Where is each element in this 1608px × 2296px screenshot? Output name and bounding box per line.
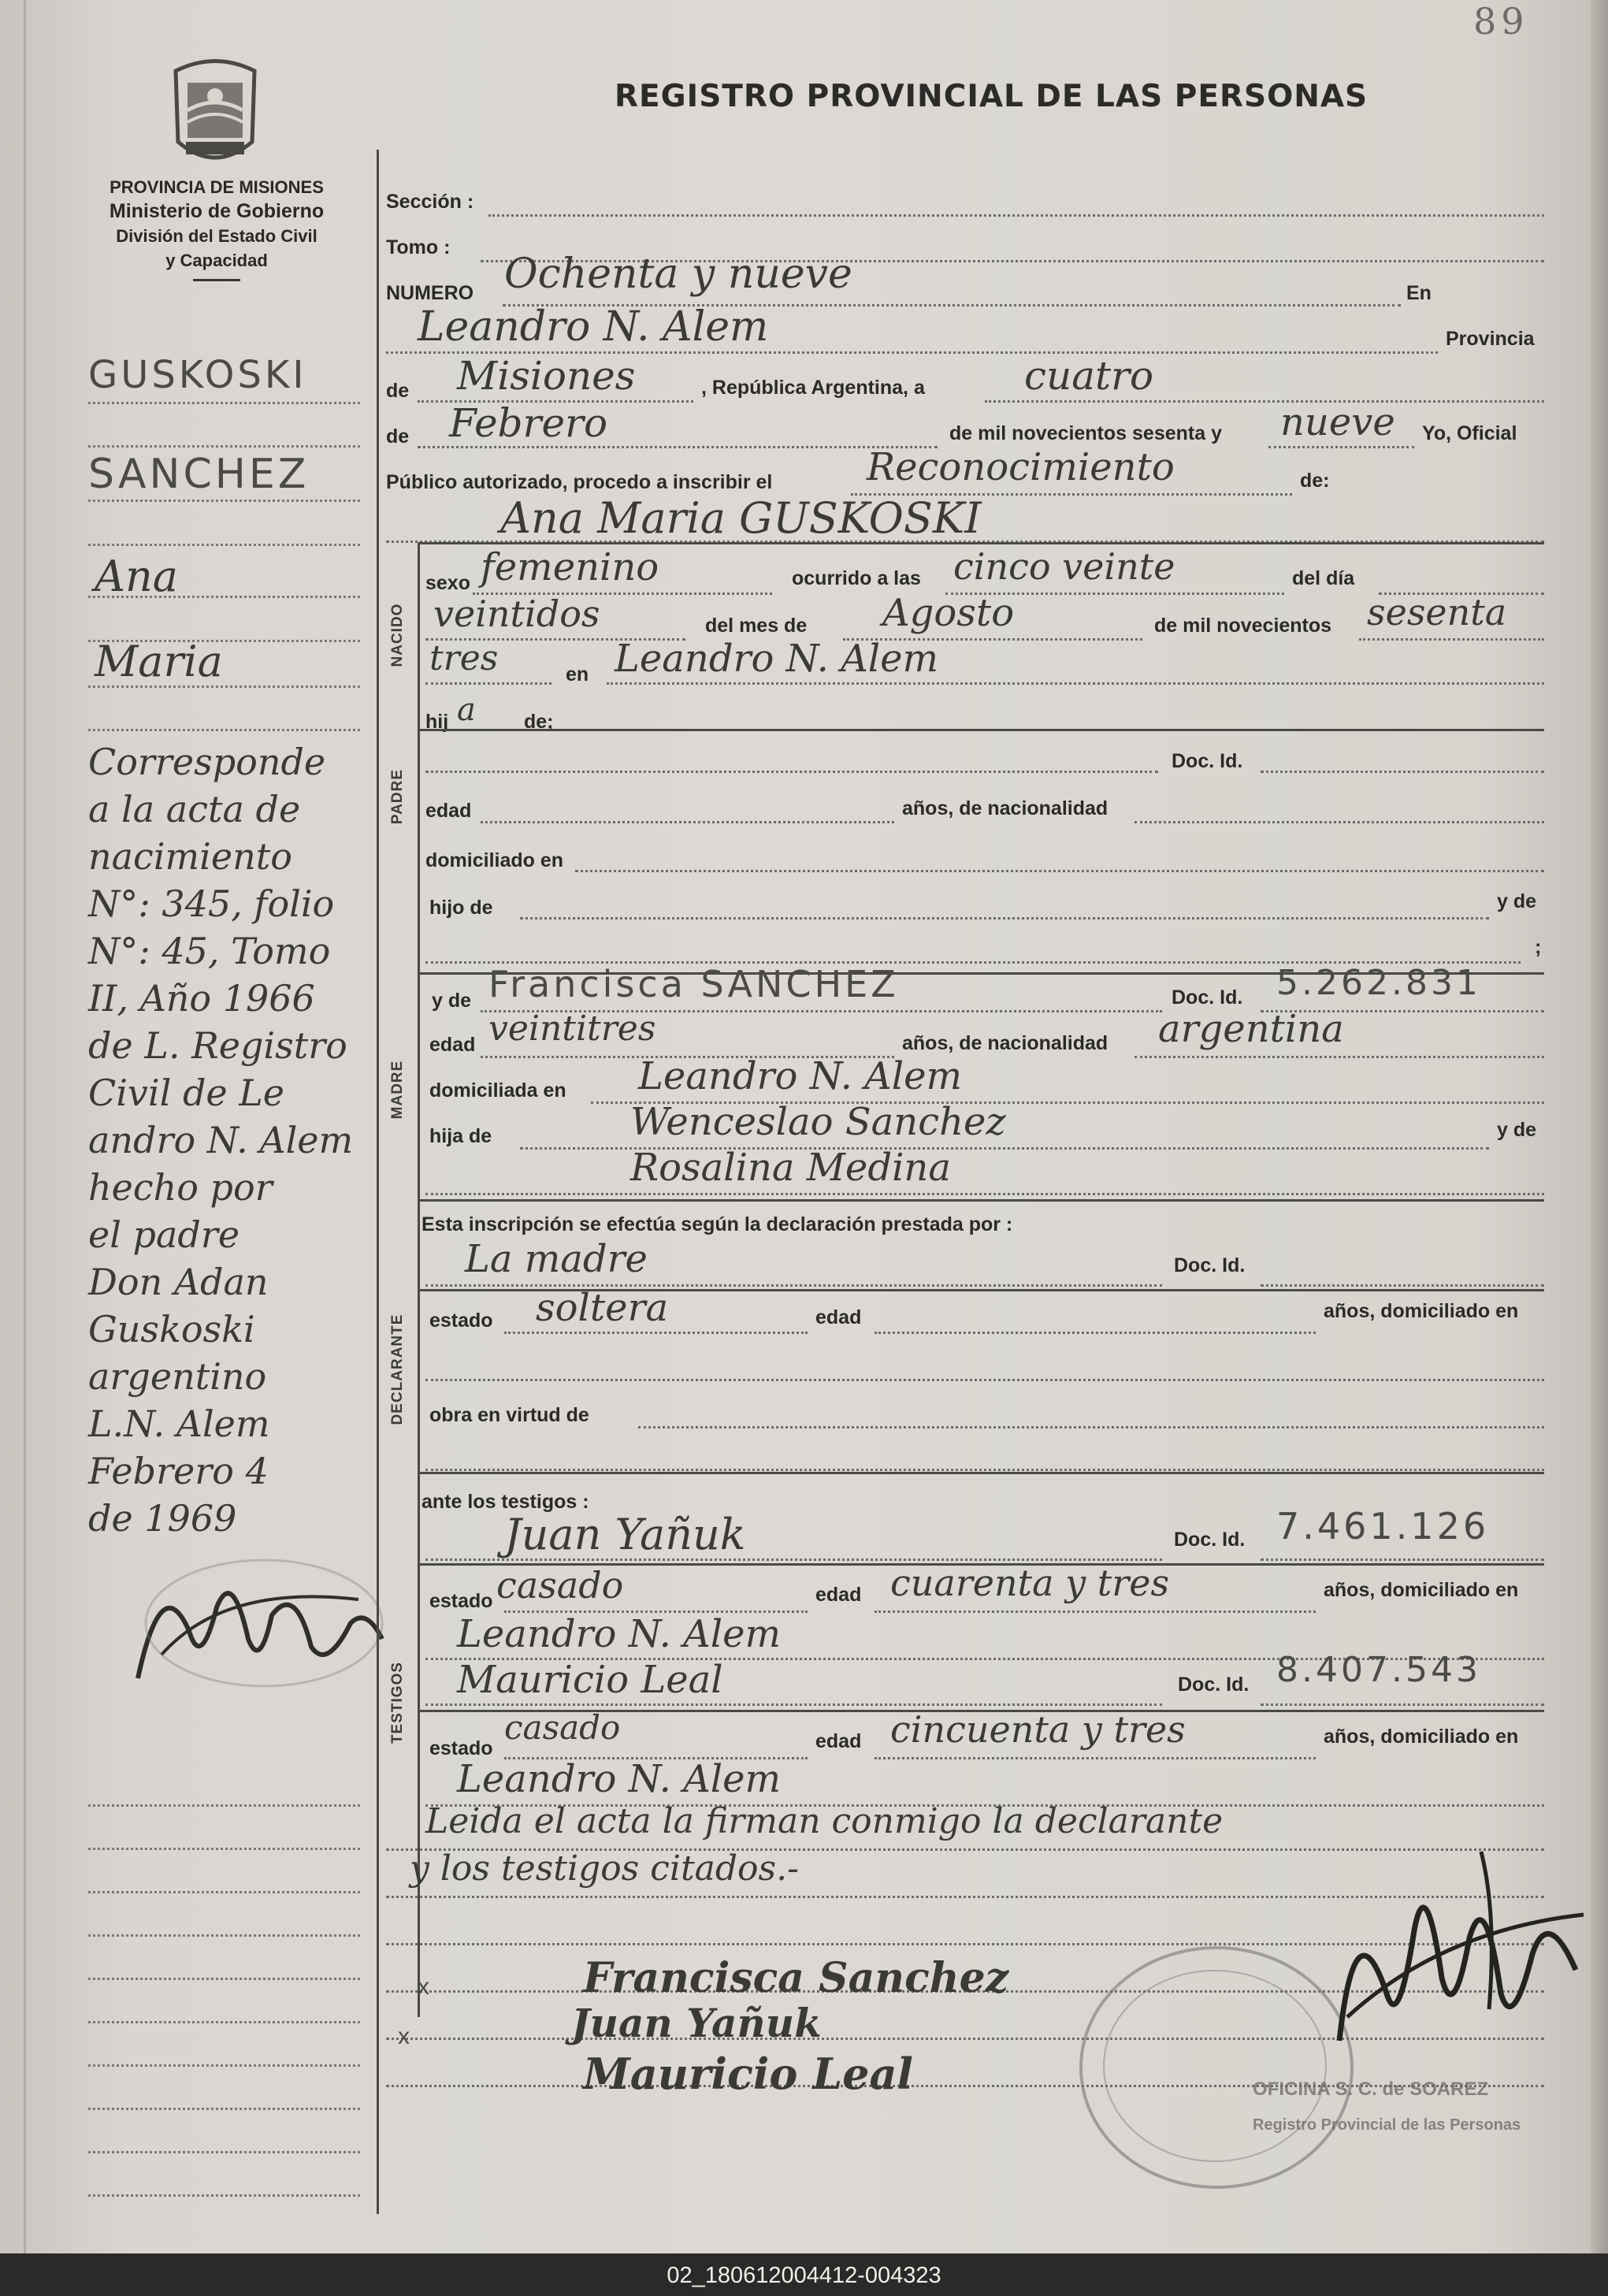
label-anos-nac: años, de nacionalidad [902, 797, 1109, 819]
label-ocurrido: ocurrido a las [792, 567, 921, 589]
field-ano-nac2 [425, 682, 551, 685]
label-del-mes: del mes de [705, 615, 808, 637]
margin-given-2: Maria [95, 637, 223, 686]
margin-dotline [88, 685, 360, 688]
field-testigo2-edad [875, 1757, 1316, 1759]
field-obra-2 [425, 1469, 1544, 1471]
margin-dotline [88, 2108, 360, 2110]
office-division: División del Estado Civil [116, 226, 318, 246]
label-edad: edad [425, 800, 472, 822]
label-sexo: sexo [425, 572, 470, 594]
closing-line-2: y los testigos citados.- [410, 1848, 799, 1889]
margin-note-line: Civil de Le [88, 1072, 285, 1114]
value-madre-nombre: Francisca SANCHEZ [488, 963, 899, 1005]
section-label-nacido: NACIDO [389, 603, 406, 667]
margin-note-line: hecho por [88, 1166, 273, 1209]
label-doc-id: Doc. Id. [1174, 1529, 1246, 1551]
signature-testigo1: Juan Yañuk [571, 2000, 822, 2046]
label-hijo-de: hijo de [429, 897, 493, 919]
field-declarante-edad [875, 1332, 1316, 1334]
value-mes: Febrero [449, 400, 608, 446]
label-estado: estado [429, 1737, 493, 1759]
stamp-text-2: Registro Provincial de las Personas [1253, 2116, 1521, 2134]
label-edad: edad [429, 1034, 476, 1056]
margin-dotline [88, 1804, 360, 1807]
label-publico: Público autorizado, procedo a inscribir el [386, 471, 773, 493]
column-divider [377, 150, 379, 2214]
label-y-de: y de [1497, 890, 1537, 912]
value-nombre: Ana Maria GUSKOSKI [500, 493, 982, 543]
field-obra [638, 1426, 1544, 1428]
value-madre-edad: veintitres [488, 1009, 656, 1049]
value-numero: Ochenta y nueve [504, 251, 852, 298]
label-en: En [1406, 282, 1432, 304]
margin-note-line: Febrero 4 [88, 1450, 269, 1492]
value-dia: cuatro [1024, 353, 1154, 399]
field-madre-madre [425, 1193, 1544, 1195]
office-province: PROVINCIA DE MISIONES [110, 177, 324, 197]
label-domiciliada: domiciliada en [429, 1079, 566, 1102]
value-testigo1-doc: 7.461.126 [1276, 1505, 1490, 1547]
value-lugar: Leandro N. Alem [418, 303, 769, 351]
margin-note-line: a la acta de [88, 788, 301, 830]
field-declarante-doc [1261, 1284, 1544, 1287]
value-mes-nac: Agosto [882, 591, 1015, 635]
section-label-madre: MADRE [389, 1060, 406, 1120]
value-testigo2-estado: casado [504, 1708, 621, 1747]
province-emblem-icon [164, 55, 266, 169]
value-testigo2-edad: cincuenta y tres [890, 1708, 1186, 1751]
margin-dotline [88, 729, 360, 731]
section-divider [418, 544, 420, 2017]
label-anos-dom: años, domiciliado en [1324, 1579, 1519, 1601]
label-anos-dom: años, domiciliado en [1324, 1726, 1519, 1748]
value-testigo1-estado: casado [496, 1564, 624, 1607]
value-testigo1-edad: cuarenta y tres [890, 1562, 1170, 1604]
label-y-de: y de [1497, 1119, 1537, 1141]
label-de-colon: de: [1300, 470, 1330, 492]
label-tomo: Tomo : [386, 236, 451, 258]
label-edad: edad [815, 1730, 862, 1752]
margin-dotline [88, 445, 360, 448]
label-en2: en [566, 663, 589, 685]
margin-note-line: Corresponde [88, 741, 326, 783]
field-mes [418, 446, 938, 448]
value-sexo: femenino [481, 545, 659, 589]
value-madre-dom: Leandro N. Alem [638, 1054, 963, 1098]
label-hija-de: hija de [429, 1125, 492, 1147]
section-label-testigos: TESTIGOS [389, 1661, 406, 1744]
official-signature [1300, 1836, 1591, 2080]
field-padre-dom [575, 870, 1544, 872]
section-label-padre: PADRE [389, 768, 406, 825]
section-rule [418, 1199, 1544, 1202]
closing-line-1: Leida el acta la firman conmigo la declarante [425, 1801, 1224, 1841]
margin-surname-1: GUSKOSKI [88, 353, 307, 397]
label-de2: de; [524, 711, 554, 733]
binding-fold [24, 0, 26, 2253]
label-republica: , República Argentina, a [701, 377, 925, 399]
margin-note-line: de 1969 [88, 1497, 237, 1540]
label-del-dia: del día [1292, 567, 1355, 589]
signature-declarante: Francisca Sanchez [583, 1954, 1009, 2002]
label-ante: ante los testigos : [421, 1491, 589, 1513]
label-provincia: Provincia [1446, 328, 1535, 350]
label-edad: edad [815, 1584, 862, 1606]
field-padre-padres [520, 917, 1489, 920]
page-number: 89 [1473, 0, 1529, 43]
field-testigo1 [425, 1559, 1162, 1561]
label-anos-nac: años, de nacionalidad [902, 1032, 1109, 1054]
margin-dotline [88, 1934, 360, 1937]
margin-dotline [88, 1891, 360, 1893]
field-testigo2-doc [1261, 1703, 1544, 1706]
margin-dotline [88, 402, 360, 404]
office-ministry: Ministerio de Gobierno [109, 200, 325, 222]
field-testigo2 [425, 1703, 1162, 1706]
field-ano [1268, 446, 1414, 448]
margin-note-line: el padre [88, 1213, 240, 1256]
signature-testigo2: Mauricio Leal [583, 2049, 914, 2099]
label-edad: edad [815, 1306, 862, 1328]
field-declarante-dom [425, 1379, 1544, 1381]
margin-dotline [88, 1978, 360, 1980]
field-testigo1-edad [875, 1611, 1316, 1613]
label-de: de [386, 425, 410, 448]
label-oficial: Yo, Oficial [1422, 422, 1517, 444]
signature-mark: x [398, 2023, 410, 2049]
field-dia [985, 400, 1544, 403]
field-lugar-nac [607, 682, 1544, 685]
margin-dotline [88, 544, 360, 546]
field-madre-nac [1135, 1056, 1544, 1058]
value-ano-nac2: tres [429, 638, 499, 678]
page-edge [1591, 0, 1608, 2253]
margin-dotline [88, 2064, 360, 2067]
margin-dotline [88, 1848, 360, 1850]
field-padre-nombre [425, 771, 1158, 773]
label-inscripcion: Esta inscripción se efectúa según la declaración prestada por : [421, 1213, 1013, 1235]
label-estado: estado [429, 1590, 493, 1612]
label-doc-id: Doc. Id. [1172, 986, 1243, 1009]
section-rule [418, 729, 1544, 731]
image-identifier: 02_180612004412-004323 [667, 2263, 941, 2288]
field-padre-edad [481, 821, 894, 823]
margin-dotline [88, 596, 360, 598]
label-hij: hij [425, 711, 449, 733]
field-padre-nac [1135, 821, 1544, 823]
margin-note-line: L.N. Alem [88, 1402, 270, 1445]
value-hija-suffix: a [457, 692, 476, 728]
label-domiciliado: domiciliado en [425, 849, 564, 871]
label-y-de-madre: y de [432, 990, 472, 1012]
value-madre-doc: 5.262.831 [1276, 963, 1481, 1003]
margin-note-line: N°: 345, folio [88, 882, 335, 925]
value-madre-madre: Rosalina Medina [630, 1146, 951, 1190]
label-mil: de mil novecientos sesenta y [949, 422, 1222, 444]
label-numero: NUMERO [386, 282, 474, 304]
margin-note-line: andro N. Alem [88, 1119, 354, 1161]
margin-given-1: Ana [95, 552, 178, 601]
value-testigo1: Juan Yañuk [504, 1510, 746, 1559]
field-ano-nac [1359, 638, 1544, 641]
label-estado: estado [429, 1310, 493, 1332]
value-provincia: Misiones [457, 353, 636, 399]
label-anos-dom: años, domiciliado en [1324, 1300, 1519, 1322]
field-declarante-estado [504, 1332, 808, 1334]
label-seccion: Sección : [386, 191, 474, 213]
field-padre-doc [1261, 771, 1544, 773]
section-label-declarante: DECLARANTE [389, 1313, 406, 1425]
margin-note-line: nacimiento [88, 835, 292, 878]
margin-dotline [88, 2021, 360, 2023]
value-ano-nac: sesenta [1367, 591, 1507, 633]
value-testigo2-doc: 8.407.543 [1276, 1650, 1481, 1690]
section-rule [418, 542, 1544, 544]
value-testigo1-dom: Leandro N. Alem [457, 1612, 782, 1656]
stamp-text-1: OFICINA S. C. de SOAREZ [1253, 2079, 1489, 2100]
value-madre-nac: argentina [1158, 1007, 1344, 1051]
label-doc-id: Doc. Id. [1178, 1674, 1250, 1696]
field-seccion [488, 214, 1544, 217]
label-de: de [386, 380, 410, 402]
label-doc-id: Doc. Id. [1174, 1254, 1246, 1276]
office-divider [193, 279, 240, 281]
section-rule [418, 1472, 1544, 1474]
document-title: REGISTRO PROVINCIAL DE LAS PERSONAS [615, 79, 1368, 114]
value-testigo2-dom: Leandro N. Alem [457, 1757, 782, 1801]
margin-note-line: de L. Registro [88, 1024, 347, 1067]
value-lugar-nac: Leandro N. Alem [615, 637, 939, 681]
margin-note-line: N°: 45, Tomo [88, 930, 331, 972]
margin-dotline [88, 500, 360, 502]
margin-signature [114, 1536, 398, 1718]
value-declarante: La madre [465, 1237, 648, 1281]
label-semicolon: ; [1535, 936, 1542, 958]
label-mil2: de mil novecientos [1154, 615, 1332, 637]
margin-note-line: argentino [88, 1355, 267, 1398]
value-ano: nueve [1280, 400, 1395, 444]
margin-dotline [88, 2151, 360, 2153]
margin-note-line: II, Año 1966 [88, 977, 315, 1020]
value-acto: Reconocimiento [867, 445, 1175, 489]
value-madre-padre: Wenceslao Sanchez [630, 1100, 1006, 1144]
margin-note-line: Guskoski [88, 1308, 255, 1350]
label-doc-id: Doc. Id. [1172, 750, 1243, 772]
label-obra: obra en virtud de [429, 1404, 589, 1426]
office-capacity: y Capacidad [165, 251, 268, 270]
value-declarante-estado: soltera [536, 1286, 669, 1330]
margin-note-line: Don Adan [88, 1261, 269, 1303]
issuing-office [87, 175, 347, 281]
value-hora: cinco veinte [953, 545, 1175, 588]
margin-surname-2: SANCHEZ [88, 451, 310, 498]
signature-mark: x [418, 1974, 429, 2000]
value-testigo2: Mauricio Leal [457, 1658, 723, 1702]
field-testigo1-doc [1261, 1559, 1544, 1561]
value-dia-nac: veintidos [433, 593, 600, 635]
margin-dotline [88, 2194, 360, 2197]
